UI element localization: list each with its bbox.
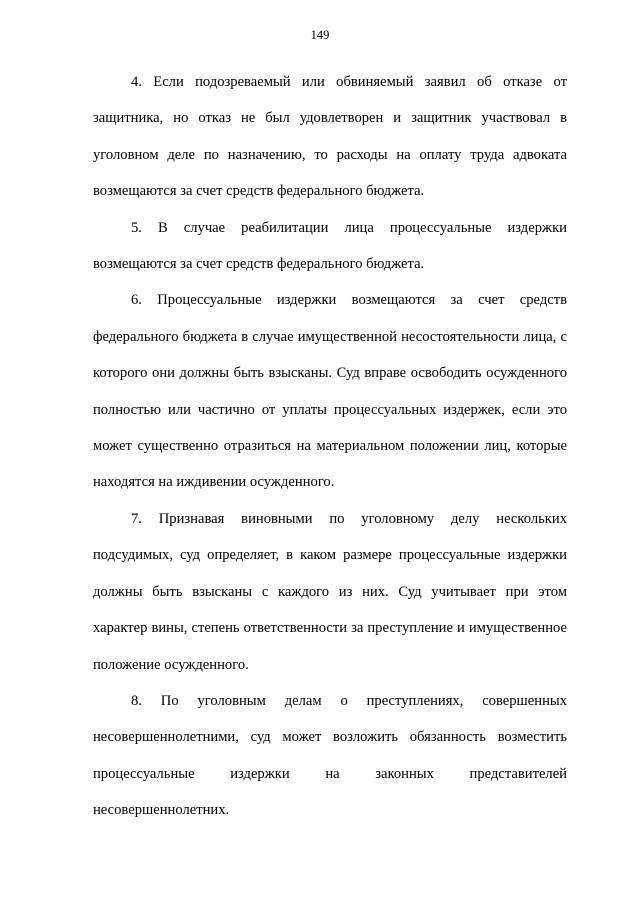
paragraph-4 (93, 64, 567, 210)
text-line: может существенно отразиться на материальном положении лиц, которые (93, 438, 567, 455)
text-line: несовершеннолетних. (93, 802, 230, 819)
paragraph-6 (93, 282, 567, 500)
text-line: подсудимых, суд определяет, в каком размере процессуальные издержки (93, 547, 567, 564)
text-line: полностью или частично от уплаты процессуальных издержек, если это (93, 401, 567, 418)
text-line: находятся на иждивении осужденного. (93, 474, 335, 491)
paragraph-5 (93, 210, 567, 283)
text-line: уголовном деле по назначению, то расходы на оплату труда адвоката (93, 146, 567, 163)
paragraph-8 (93, 683, 567, 829)
text-line: характер вины, степень ответственности за преступление и имущественное (93, 620, 567, 637)
text-line: несовершеннолетними, суд может возложить обязанность возместить (93, 729, 567, 746)
text-line: процессуальные издержки на законных представителей (93, 765, 567, 782)
text-line: 5. В случае реабилитации лица процессуальные издержки (131, 219, 567, 236)
text-line: 4. Если подозреваемый или обвиняемый заявил об отказе от (131, 74, 567, 90)
text-line: 7. Признавая виновными по уголовному делу нескольких (131, 510, 567, 527)
page-number: 149 (310, 28, 330, 42)
document-body (93, 64, 567, 829)
text-line: положение осужденного. (93, 656, 249, 673)
text-line: федерального бюджета в случае имущественной несостоятельности лица, с (93, 328, 567, 345)
text-line: должны быть взысканы с каждого из них. Суд учитывает при этом (93, 583, 567, 600)
text-line: 8. По уголовным делам о преступлениях, совершенных (131, 692, 567, 709)
text-line: 6. Процессуальные издержки возмещаются за счет средств (131, 292, 567, 309)
text-line: возмещаются за счет средств федерального бюджета. (93, 183, 425, 200)
text-line: защитника, но отказ не был удовлетворен и защитник участвовал в (93, 110, 567, 127)
text-line: которого они должны быть взысканы. Суд вправе освободить осужденного (93, 365, 567, 382)
text-line: возмещаются за счет средств федерального бюджета. (93, 256, 425, 273)
paragraph-7 (93, 501, 567, 683)
